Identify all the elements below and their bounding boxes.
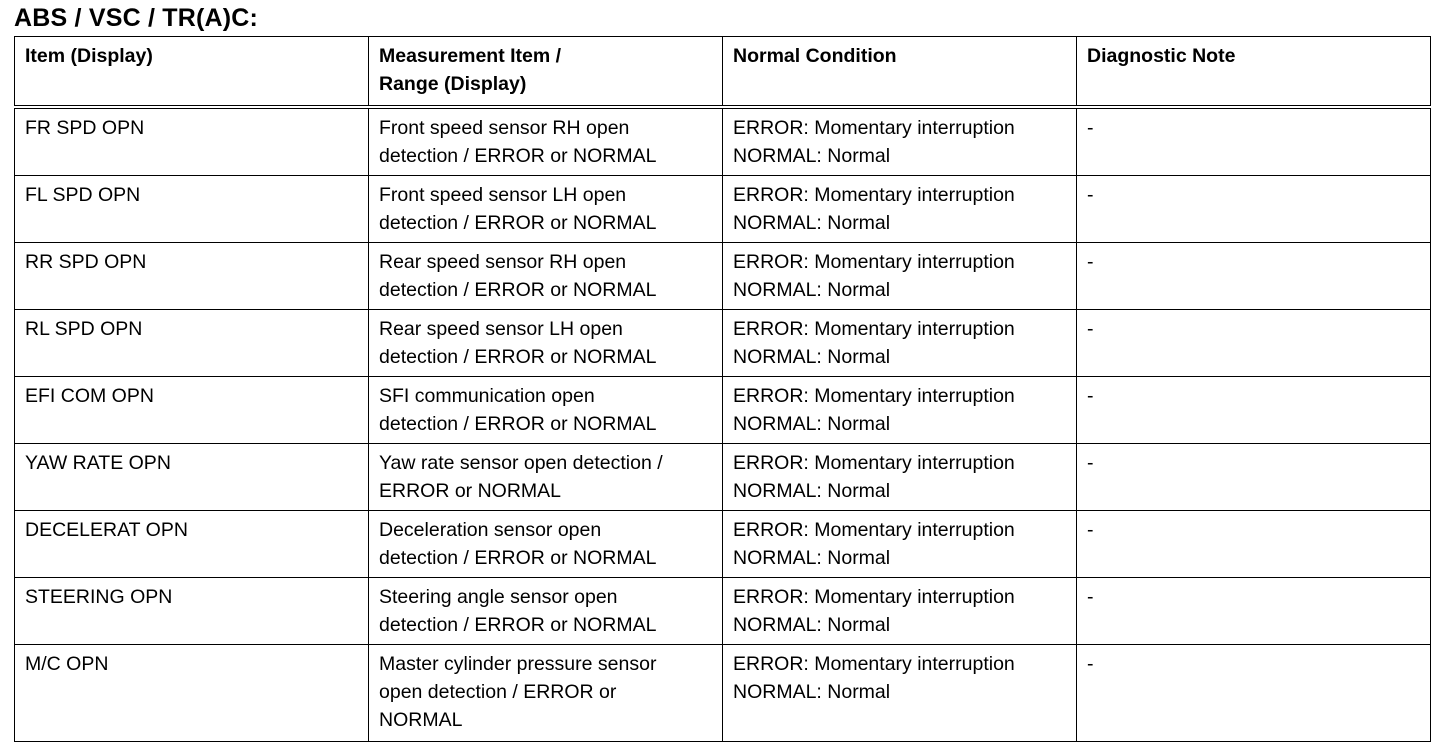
item-cell [15, 310, 369, 377]
table-row [15, 243, 1431, 310]
condition-line: ERROR: Momentary interruption [733, 184, 1015, 206]
condition-line: NORMAL: Normal [733, 212, 891, 234]
condition-line: NORMAL: Normal [733, 681, 891, 703]
item-display: FR SPD OPN [25, 117, 145, 139]
measurement-line: detection / ERROR or NORMAL [379, 145, 657, 167]
measurement-cell [369, 176, 723, 243]
condition-line: NORMAL: Normal [733, 547, 891, 569]
item-cell [15, 107, 369, 176]
header-note-line: Diagnostic Note [1087, 45, 1236, 67]
measurement-cell [369, 578, 723, 645]
condition-line: ERROR: Momentary interruption [733, 117, 1015, 139]
measurement-line: detection / ERROR or NORMAL [379, 212, 657, 234]
item-cell [15, 511, 369, 578]
measurement-cell [369, 511, 723, 578]
condition-cell [723, 444, 1077, 511]
condition-cell [723, 377, 1077, 444]
condition-cell [723, 107, 1077, 176]
item-display: YAW RATE OPN [25, 452, 171, 474]
measurement-line: SFI communication open [379, 385, 595, 407]
measurement-cell [369, 310, 723, 377]
item-cell [15, 377, 369, 444]
diagnostic-note: - [1087, 385, 1094, 407]
header-condition [723, 37, 1077, 108]
diagnostic-note: - [1087, 184, 1094, 206]
header-item [15, 37, 369, 108]
item-cell [15, 444, 369, 511]
table-row [15, 645, 1431, 742]
item-display: DECELERAT OPN [25, 519, 188, 541]
condition-line: NORMAL: Normal [733, 614, 891, 636]
condition-line: NORMAL: Normal [733, 145, 891, 167]
measurement-line: detection / ERROR or NORMAL [379, 346, 657, 368]
measurement-line: NORMAL [379, 709, 463, 731]
condition-line: ERROR: Momentary interruption [733, 251, 1015, 273]
diagnostic-note: - [1087, 519, 1094, 541]
measurement-line: Steering angle sensor open [379, 586, 618, 608]
diagnostic-note: - [1087, 251, 1094, 273]
condition-line: ERROR: Momentary interruption [733, 385, 1015, 407]
table-row [15, 377, 1431, 444]
note-cell [1077, 176, 1431, 243]
measurement-line: detection / ERROR or NORMAL [379, 547, 657, 569]
note-cell [1077, 444, 1431, 511]
condition-line: ERROR: Momentary interruption [733, 519, 1015, 541]
note-cell [1077, 511, 1431, 578]
diagnostic-note: - [1087, 653, 1094, 675]
measurement-cell [369, 107, 723, 176]
item-display: M/C OPN [25, 653, 109, 675]
condition-cell [723, 310, 1077, 377]
item-display: EFI COM OPN [25, 385, 154, 407]
condition-line: NORMAL: Normal [733, 346, 891, 368]
table-row [15, 310, 1431, 377]
measurement-line: detection / ERROR or NORMAL [379, 413, 657, 435]
header-measurement [369, 37, 723, 108]
header-condition-line: Normal Condition [733, 45, 897, 67]
condition-line: NORMAL: Normal [733, 279, 891, 301]
condition-cell [723, 578, 1077, 645]
condition-line: ERROR: Momentary interruption [733, 653, 1015, 675]
measurement-cell [369, 645, 723, 742]
note-cell [1077, 310, 1431, 377]
table-row [15, 511, 1431, 578]
measurement-line: detection / ERROR or NORMAL [379, 279, 657, 301]
note-cell [1077, 243, 1431, 310]
condition-line: NORMAL: Normal [733, 480, 891, 502]
table-row [15, 107, 1431, 176]
diagnostic-note: - [1087, 117, 1094, 139]
item-display: RR SPD OPN [25, 251, 147, 273]
measurement-line: Deceleration sensor open [379, 519, 602, 541]
diagnostic-note: - [1087, 452, 1094, 474]
table-body [15, 107, 1431, 742]
table-row [15, 444, 1431, 511]
header-measurement-line-2: Range (Display) [379, 73, 527, 95]
measurement-line: open detection / ERROR or [379, 681, 617, 703]
condition-cell [723, 645, 1077, 742]
condition-cell [723, 176, 1077, 243]
condition-line: ERROR: Momentary interruption [733, 586, 1015, 608]
measurement-line: Rear speed sensor RH open [379, 251, 627, 273]
header-note [1077, 37, 1431, 108]
measurement-line: Rear speed sensor LH open [379, 318, 623, 340]
item-display: FL SPD OPN [25, 184, 141, 206]
item-cell [15, 243, 369, 310]
page-title: ABS / VSC / TR(A)C: [14, 4, 259, 32]
measurement-cell [369, 243, 723, 310]
item-display: STEERING OPN [25, 586, 173, 608]
item-cell [15, 578, 369, 645]
item-cell [15, 176, 369, 243]
condition-cell [723, 243, 1077, 310]
item-display: RL SPD OPN [25, 318, 143, 340]
note-cell [1077, 107, 1431, 176]
measurement-cell [369, 377, 723, 444]
diagnostic-note: - [1087, 318, 1094, 340]
note-cell [1077, 645, 1431, 742]
measurement-line: Yaw rate sensor open detection / [379, 452, 663, 474]
measurement-line: Front speed sensor RH open [379, 117, 630, 139]
condition-line: ERROR: Momentary interruption [733, 318, 1015, 340]
measurement-line: Front speed sensor LH open [379, 184, 627, 206]
condition-line: ERROR: Momentary interruption [733, 452, 1015, 474]
measurement-line: ERROR or NORMAL [379, 480, 562, 502]
measurement-line: detection / ERROR or NORMAL [379, 614, 657, 636]
header-measurement-line-1: Measurement Item / [379, 45, 562, 67]
note-cell [1077, 377, 1431, 444]
table-header [15, 37, 1431, 108]
diagnostic-note: - [1087, 586, 1094, 608]
header-item-line: Item (Display) [25, 45, 153, 67]
header-row [15, 37, 1431, 108]
item-cell [15, 645, 369, 742]
data-table [14, 36, 1431, 742]
note-cell [1077, 578, 1431, 645]
table-row [15, 578, 1431, 645]
measurement-cell [369, 444, 723, 511]
measurement-line: Master cylinder pressure sensor [379, 653, 657, 675]
table-row [15, 176, 1431, 243]
condition-line: NORMAL: Normal [733, 413, 891, 435]
condition-cell [723, 511, 1077, 578]
